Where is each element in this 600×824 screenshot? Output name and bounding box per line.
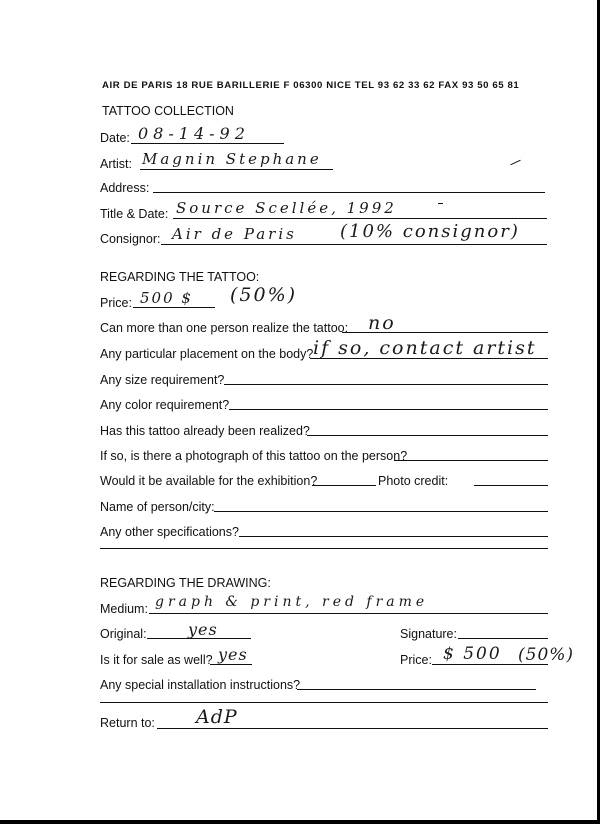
original-label: Original: — [100, 627, 147, 641]
color-line — [229, 409, 548, 410]
placement-value: if so, contact artist — [313, 337, 537, 359]
artist-line — [140, 169, 333, 170]
consignor-label: Consignor: — [100, 232, 161, 246]
drawing-price-note: (50%) — [518, 645, 575, 665]
installation-line — [297, 689, 536, 690]
title-date-label: Title & Date: — [100, 207, 169, 221]
color-label: Any color requirement? — [100, 398, 230, 412]
photograph-line — [394, 460, 548, 461]
realized-line — [307, 435, 548, 436]
original-value: yes — [188, 620, 218, 639]
medium-value: graph & print, red frame — [155, 594, 429, 610]
installation-line-2 — [100, 702, 548, 703]
tattoo-price-value: 500 $ — [140, 289, 193, 307]
consignor-note: (10% consignor) — [340, 221, 520, 242]
person-city-line — [214, 511, 548, 512]
drawing-price-label: Price: — [400, 653, 432, 667]
tattoo-price-note: (50%) — [230, 284, 298, 306]
scan-edge-bottom — [0, 820, 600, 824]
date-label: Date: — [100, 131, 130, 145]
title-date-value: Source Scellée, 1992 — [176, 199, 397, 217]
installation-label: Any special installation instructions? — [100, 678, 301, 692]
medium-line — [149, 613, 548, 614]
other-specs-line-2 — [100, 548, 548, 549]
date-value: 08-14-92 — [138, 124, 250, 143]
artist-value: Magnin Stephane — [142, 150, 322, 168]
more-than-one-value: no — [368, 312, 396, 334]
return-to-label: Return to: — [100, 716, 155, 730]
stray-mark — [510, 160, 520, 166]
photo-credit-line — [474, 485, 548, 486]
address-label: Address: — [100, 181, 150, 195]
medium-label: Medium: — [100, 602, 148, 616]
for-sale-value: yes — [218, 645, 248, 664]
artist-label: Artist: — [100, 157, 132, 171]
other-specs-line — [239, 536, 548, 537]
letterhead: AIR DE PARIS 18 RUE BARILLERIE F 06300 NICE TEL 93 62 33 62 FAX 93 50 65 81 — [102, 80, 520, 91]
available-line — [312, 485, 376, 486]
size-line — [224, 384, 548, 385]
stray-mark-2 — [438, 203, 443, 204]
size-label: Any size requirement? — [100, 373, 225, 387]
realized-label: Has this tattoo already been realized? — [100, 424, 310, 438]
signature-label: Signature: — [400, 627, 457, 641]
signature-line — [458, 638, 548, 639]
form-title: TATTOO COLLECTION — [102, 104, 234, 118]
tattoo-heading: REGARDING THE TATTOO: — [100, 270, 260, 284]
return-to-value: AdP — [196, 706, 238, 728]
tattoo-price-line — [133, 307, 215, 308]
drawing-heading: REGARDING THE DRAWING: — [100, 576, 271, 590]
consignor-line — [161, 244, 547, 245]
tattoo-price-label: Price: — [100, 296, 132, 310]
return-to-line — [157, 728, 548, 729]
other-specs-label: Any other specifications? — [100, 525, 239, 539]
consignor-value: Air de Paris — [172, 225, 297, 243]
photograph-label: If so, is there a photograph of this tattoo on the person? — [100, 449, 408, 463]
drawing-price-value: $ 500 — [443, 644, 502, 664]
placement-label: Any particular placement on the body? — [100, 347, 314, 361]
title-date-line — [173, 218, 547, 219]
date-line — [131, 143, 284, 144]
person-city-label: Name of person/city: — [100, 500, 215, 514]
for-sale-line — [210, 664, 252, 665]
for-sale-label: Is it for sale as well? — [100, 653, 213, 667]
photo-credit-label: Photo credit: — [378, 474, 449, 488]
more-than-one-label: Can more than one person realize the tattoo: — [100, 321, 349, 335]
address-line — [153, 192, 545, 193]
available-label: Would it be available for the exhibition? — [100, 474, 318, 488]
